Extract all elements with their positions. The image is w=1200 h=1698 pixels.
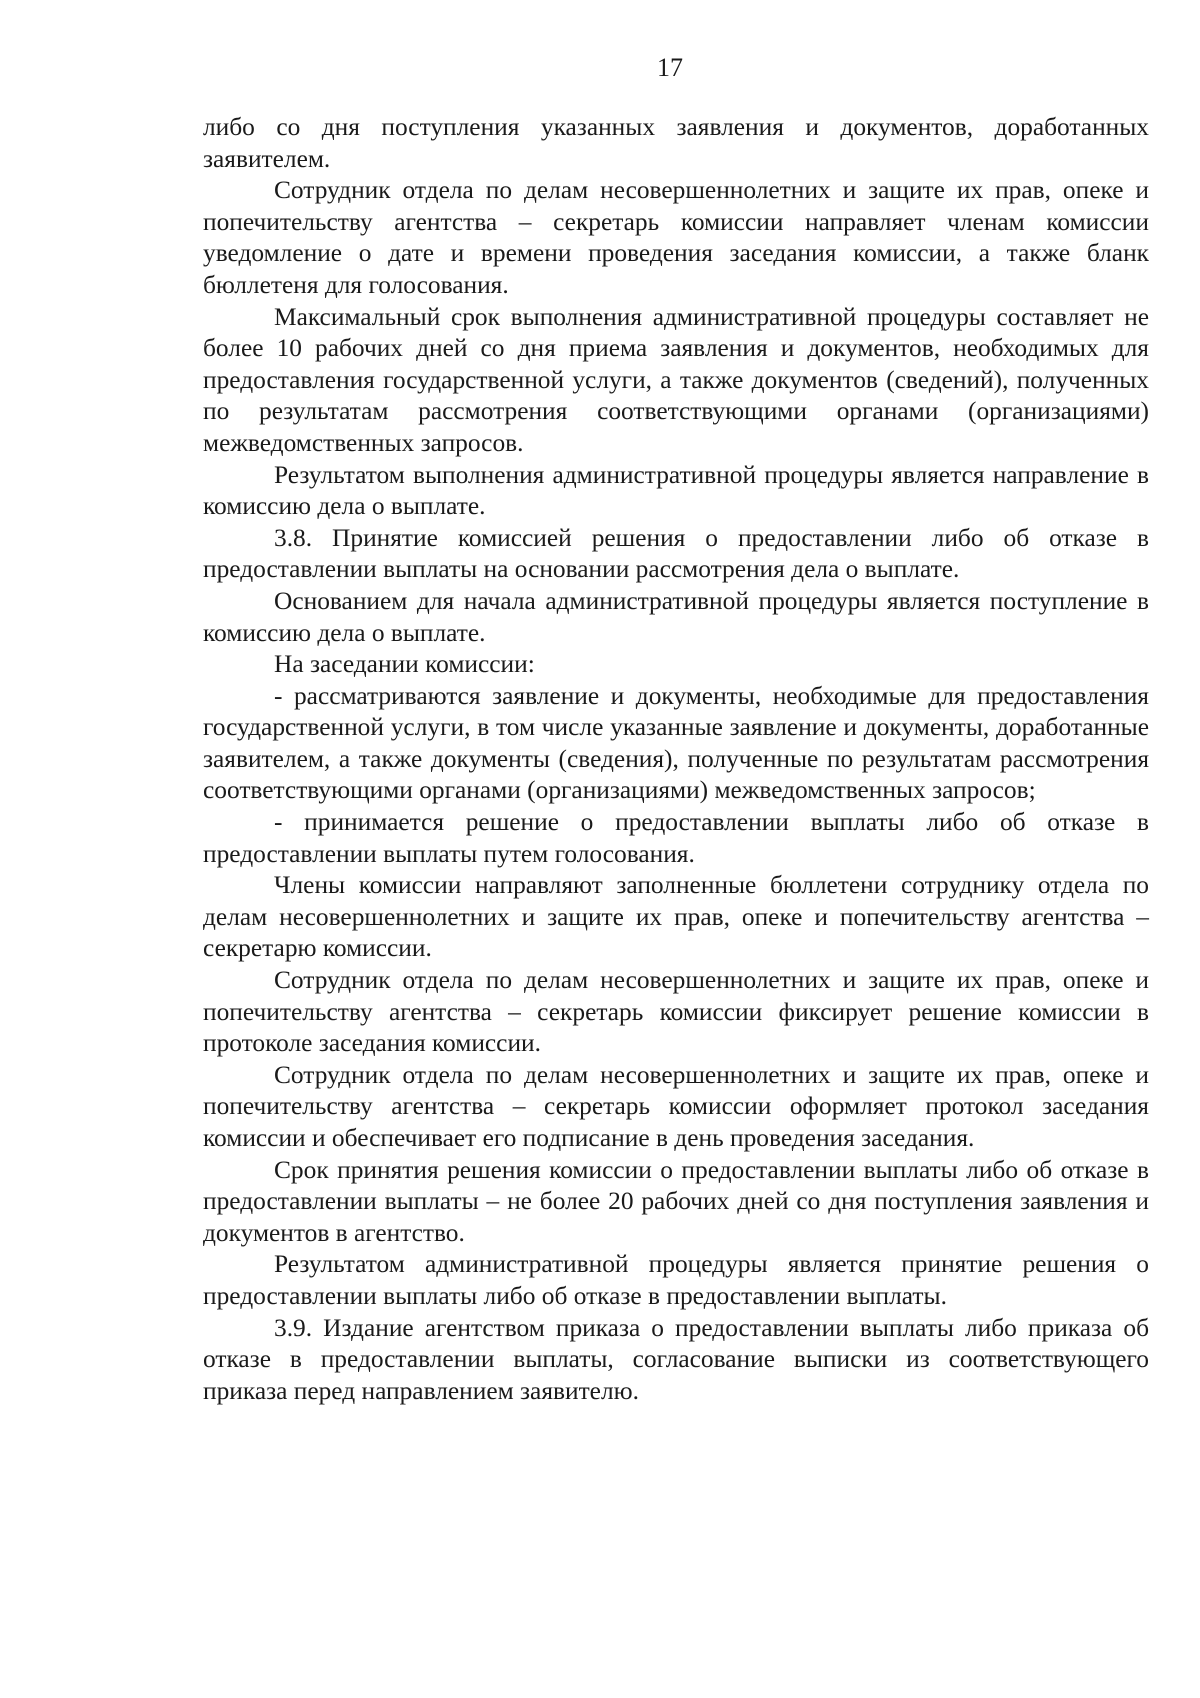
document-body [203,112,1149,1407]
section-heading-3-8: 3.8. Принятие комиссией решения о предоставлении либо об отказе в предоставлении выплаты на основании рассмотрения дела о выплате. [203,523,1149,584]
paragraph: Срок принятия решения комиссии о предоставлении выплаты либо об отказе в предоставлении выплаты – не более 20 рабочих дней со дня поступления заявления и документов в агентство. [203,1155,1149,1247]
paragraph: Сотрудник отдела по делам несовершеннолетних и защите их прав, опеке и попечительству агентства – секретарь комиссии фиксирует решение комиссии в протоколе заседания комиссии. [203,966,1149,1058]
paragraph: На заседании комиссии: [274,650,535,679]
paragraph-continuation: либо со дня поступления указанных заявления и документов, доработанных заявителем. [203,113,1149,173]
paragraph: Члены комиссии направляют заполненные бюллетени сотруднику отдела по делам несовершеннолетних и защите их прав, опеке и попечительству агентства – секретарю комиссии. [203,871,1149,963]
paragraph: Результатом административной процедуры является принятие решения о предоставлении выплаты либо об отказе в предоставлении выплаты. [203,1250,1149,1310]
paragraph: Сотрудник отдела по делам несовершеннолетних и защите их прав, опеке и попечительству агентства – секретарь комиссии оформляет протокол заседания комиссии и обеспечивает его подписание в день проведения заседания. [203,1060,1149,1152]
list-item: - рассматриваются заявление и документы, необходимые для предоставления государственной услуги, в том числе указанные заявление и документы, доработанные заявителем, а также документы (сведения), полученные по результатам рассмотрения соответствующими органами (организациями) межведомственных запросов; [203,681,1149,805]
paragraph: Основанием для начала административной процедуры является поступление в комиссию дела о выплате. [203,586,1149,647]
page-number: 17 [657,53,683,82]
section-heading-3-9: 3.9. Издание агентством приказа о предоставлении выплаты либо приказа об отказе в предоставлении выплаты, согласование выписки из соответствующего приказа перед направлением заявителю. [203,1313,1149,1405]
paragraph: Максимальный срок выполнения административной процедуры составляет не более 10 рабочих дней со дня приема заявления и документов, необходимых для предоставления государственной услуги, а также документов (сведений), полученных по результатам рассмотрения соответствующими органами (организациями) межведомственных запросов. [203,302,1149,457]
paragraph: Сотрудник отдела по делам несовершеннолетних и защите их прав, опеке и попечительству агентства – секретарь комиссии направляет членам комиссии уведомление о дате и времени проведения заседания комиссии, а также бланк бюллетеня для голосования. [203,176,1149,299]
list-item: - принимается решение о предоставлении выплаты либо об отказе в предоставлении выплаты путем голосования. [203,808,1149,868]
paragraph: Результатом выполнения административной процедуры является направление в комиссию дела о выплате. [203,460,1149,521]
